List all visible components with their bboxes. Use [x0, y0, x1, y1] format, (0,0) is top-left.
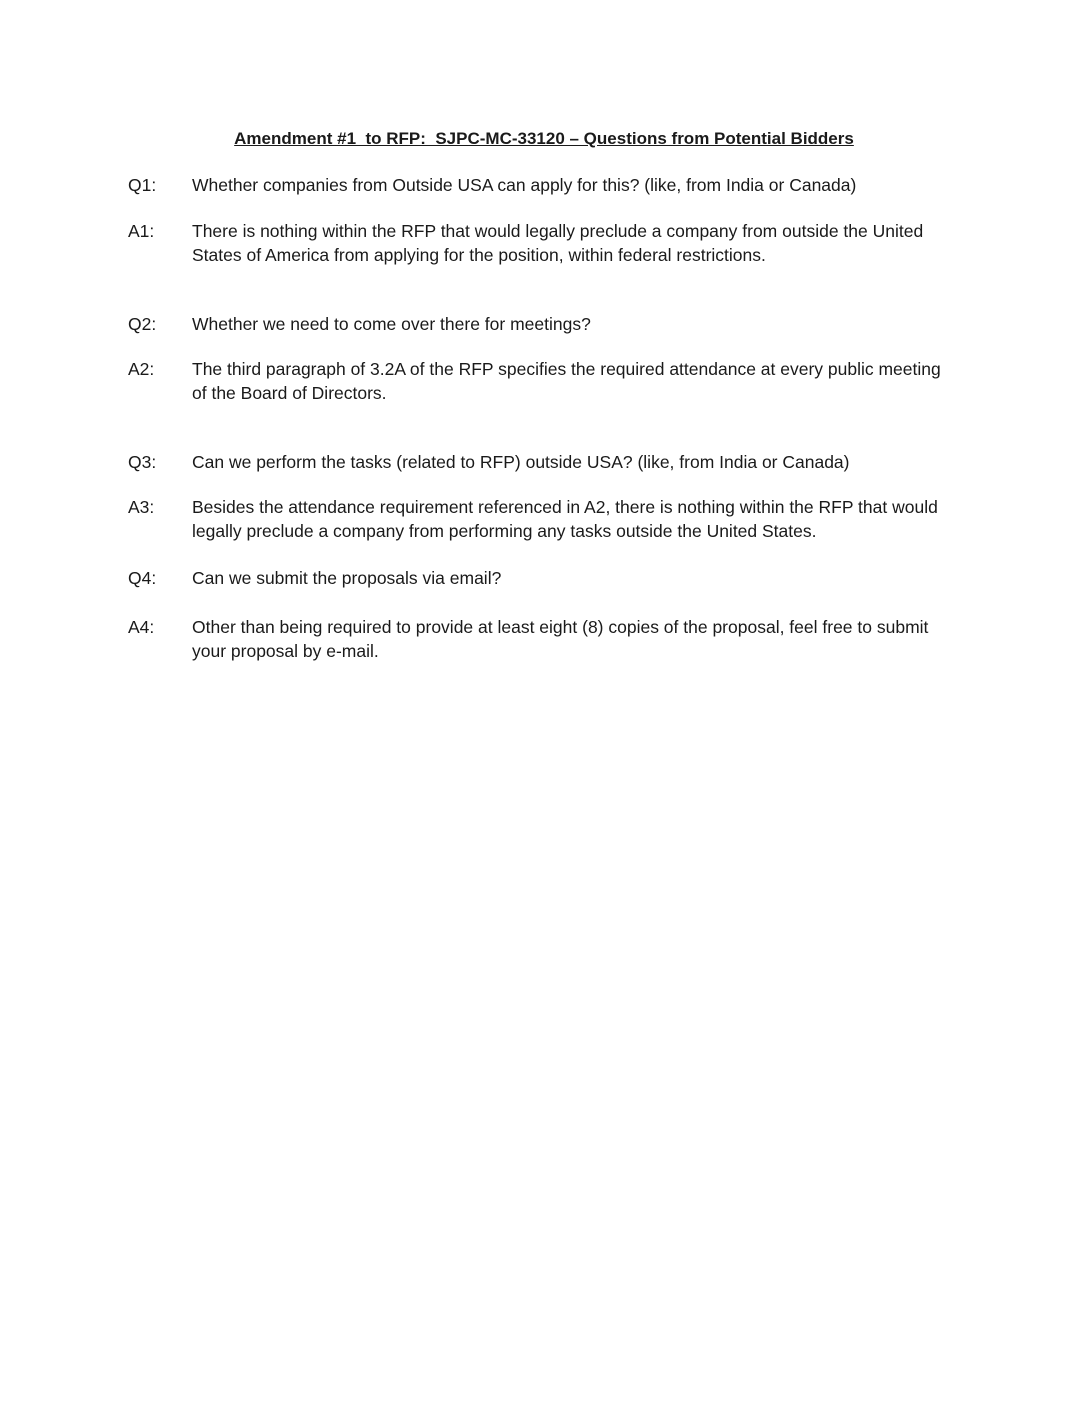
answer-label: A3:	[128, 497, 155, 517]
answer-text: The third paragraph of 3.2A of the RFP specifies the required attendance at every public meeting of the Board of Directors.	[192, 359, 941, 403]
question-text: Whether companies from Outside USA can apply for this? (like, from India or Canada)	[192, 175, 857, 195]
answer-text: Other than being required to provide at least eight (8) copies of the proposal, feel free to submit your proposal by e-mail.	[192, 617, 929, 661]
answer-text: There is nothing within the RFP that would legally preclude a company from outside the United States of America from applying for the position, within federal restrictions.	[192, 221, 924, 265]
question-label: Q2:	[128, 314, 157, 334]
answer-text: Besides the attendance requirement referenced in A2, there is nothing within the RFP that would legally preclude a company from performing any tasks outside the United States.	[192, 497, 938, 541]
question-label: Q1:	[128, 175, 157, 195]
question-label: Q4:	[128, 568, 157, 588]
question-label: Q3:	[128, 452, 157, 472]
answer-label: A2:	[128, 359, 155, 379]
question-text: Whether we need to come over there for meetings?	[192, 314, 591, 334]
document-title: Amendment #1 to RFP: SJPC-MC-33120 – Questions from Potential Bidders	[234, 129, 854, 148]
question-text: Can we perform the tasks (related to RFP) outside USA? (like, from India or Canada)	[192, 452, 850, 472]
question-text: Can we submit the proposals via email?	[192, 568, 502, 588]
answer-label: A4:	[128, 617, 155, 637]
answer-label: A1:	[128, 221, 155, 241]
